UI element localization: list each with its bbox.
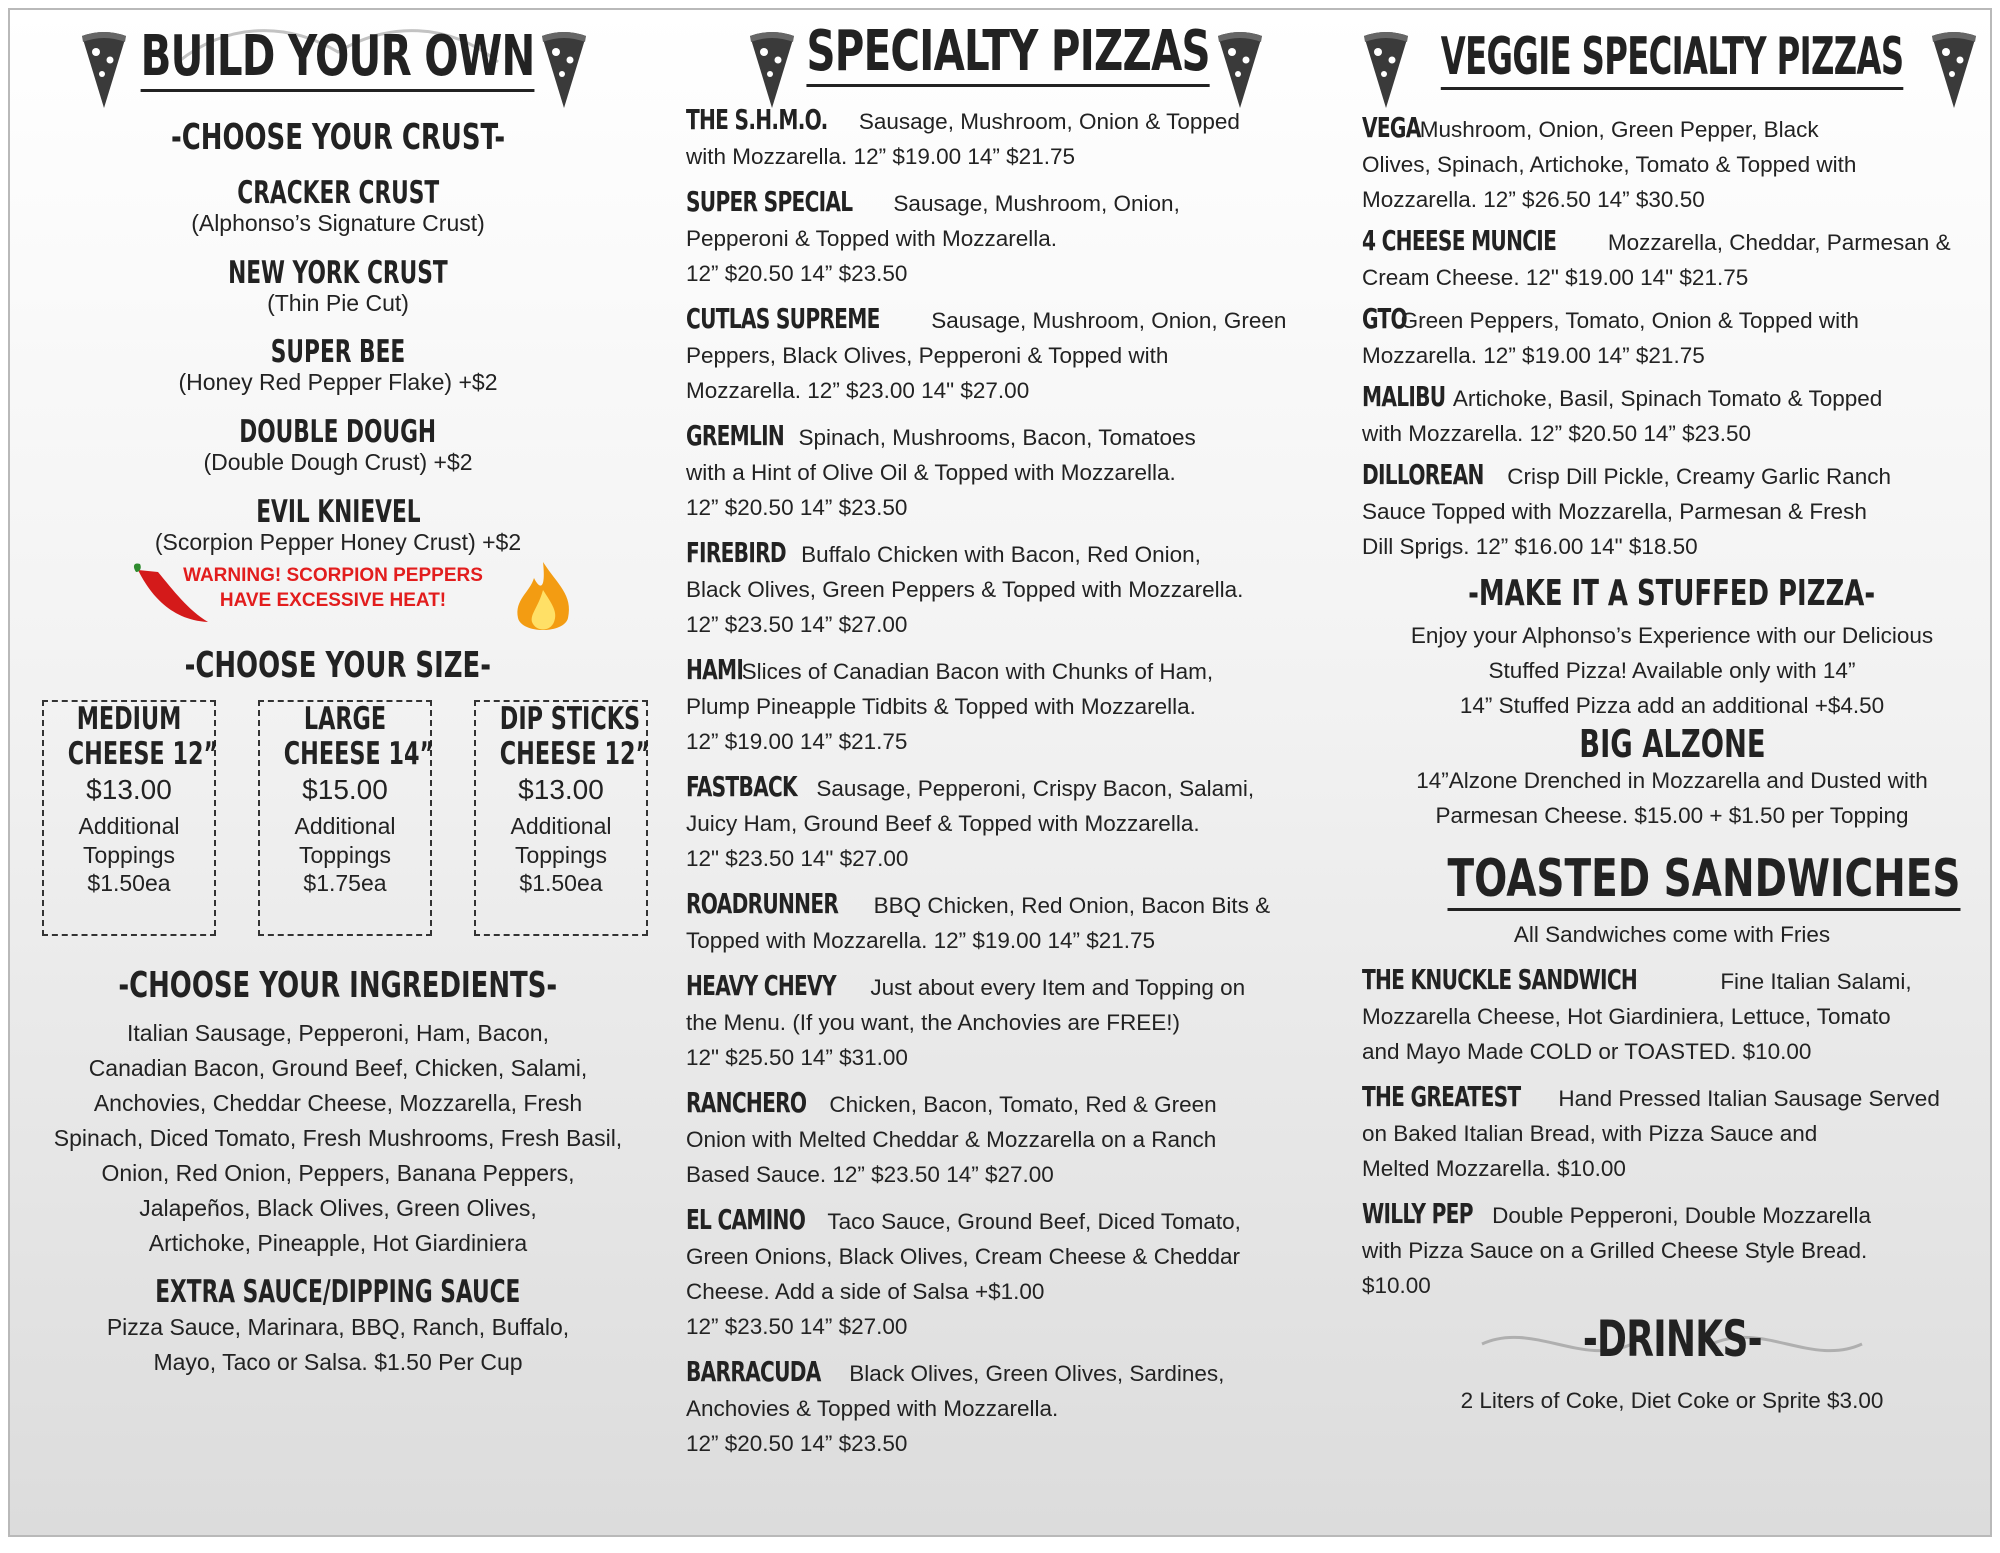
sandwiches-subtitle: All Sandwiches come with Fries <box>1513 922 1831 948</box>
menu-item: MALIBU Artichoke, Basil, Spinach Tomato & Topped with Mozzarella. 12” $20.50 14” $23.50 <box>1362 380 1883 446</box>
specialty-header <box>686 10 1331 100</box>
menu-item: EL CAMINO Taco Sauce, Ground Beef, Diced Tomato, Green Onions, Black Olives, Cream Cheese & Cheddar Cheese. Add a side of Salsa +$1.00 12” $23.50 14” $27.00 <box>686 1203 1241 1339</box>
menu-item: HAMI Slices of Canadian Bacon with Chunks of Ham, Plump Pineapple Tidbits & Topped with Mozzarella. 12” $19.00 14” $21.75 <box>686 653 1214 754</box>
crust-option: SUPER BEE (Honey Red Pepper Flake) +$2 <box>178 334 498 396</box>
pizza-slice-icon <box>80 30 128 110</box>
build-your-own-column <box>18 10 658 1380</box>
size-option: DIP STICKS CHEESE 12” $13.00 Additional Toppings $1.50ea <box>474 700 648 936</box>
sandwiches-heading: TOASTED SANDWICHES <box>1362 851 1982 911</box>
menu-item: THE S.H.M.O. Sausage, Mushroom, Onion & Topped with Mozzarella. 12” $19.00 14” $21.75 <box>686 103 1240 169</box>
menu-item: BARRACUDA Black Olives, Green Olives, Sardines, Anchovies & Topped with Mozzarella. 12” $20.50 14” $23.50 <box>686 1355 1225 1456</box>
pizza-slice-icon <box>1362 30 1410 110</box>
pizza-slice-icon <box>748 30 796 110</box>
specialty-title: SPECIALTY PIZZAS <box>807 23 1210 87</box>
menu-item: FASTBACK Sausage, Pepperoni, Crispy Bacon, Salami, Juicy Ham, Ground Beef & Topped with Mozzarella. 12" $23.50 14" $27.00 <box>686 770 1255 871</box>
menu-item: THE KNUCKLE SANDWICH Fine Italian Salami, Mozzarella Cheese, Hot Giardiniera, Lettuce, Tomato and Mayo Made COLD or TOASTED. $10.00 <box>1362 963 1912 1065</box>
specialty-list <box>686 102 1331 1461</box>
alzone-description: 14”Alzone Drenched in Mozzarella and Dusted with Parmesan Cheese. $15.00 + $1.50 per Topping <box>1416 768 1928 828</box>
alzone-heading: BIG ALZONE <box>1578 722 1766 766</box>
veggie-title: VEGGIE SPECIALTY PIZZAS <box>1441 30 1904 90</box>
menu-item: CUTLAS SUPREME Sausage, Mushroom, Onion, Green Peppers, Black Olives, Pepperoni & Topped with Mozzarella. 12” $23.00 14" $27.00 <box>686 302 1287 403</box>
menu-item: GTO Green Peppers, Tomato, Onion & Topped with Mozzarella. 12” $19.00 14” $21.75 <box>1362 302 1859 368</box>
flame-icon <box>508 560 578 640</box>
ingredients-list: Italian Sausage, Pepperoni, Ham, Bacon, Canadian Bacon, Ground Beef, Chicken, Salami, Anchovies, Cheddar Cheese, Mozzarella, Fresh Spinach, Diced Tomato, Fresh Mushrooms, Fresh Basil, Onion, Red Onion, Peppers, Banana Peppers, Jalapeños, Black Olives, Green Olives, Artichoke, Pineapple, Hot Giardiniera <box>53 1020 623 1257</box>
sauce-list: Pizza Sauce, Marinara, BBQ, Ranch, Buffalo, Mayo, Taco or Salsa. $1.50 Per Cup <box>106 1313 570 1375</box>
crust-option: EVIL KNIEVEL (Scorpion Pepper Honey Crust) +$2 <box>154 493 522 555</box>
menu-item: HEAVY CHEVY Just about every Item and Topping on the Menu. (If you want, the Anchovies are FREE!) 12" $25.50 14” $31.00 <box>686 969 1246 1070</box>
stuffed-heading: -MAKE IT A STUFFED PIZZA- <box>1468 573 1876 614</box>
size-option: MEDIUM CHEESE 12” $13.00 Additional Toppings $1.50ea <box>42 700 216 936</box>
menu-item: 4 CHEESE MUNCIE Mozzarella, Cheddar, Parmesan & Cream Cheese. 12" $19.00 14" $21.75 <box>1362 224 1951 290</box>
veggie-header <box>1362 10 1982 110</box>
menu-item: SUPER SPECIAL Sausage, Mushroom, Onion, Pepperoni & Topped with Mozzarella. 12” $20.50 14” $23.50 <box>686 185 1180 286</box>
crust-option: CRACKER CRUST (Alphonso’s Signature Crust) <box>191 175 485 237</box>
build-your-own-header <box>18 10 658 110</box>
crust-option: DOUBLE DOUGH (Double Dough Crust) +$2 <box>203 414 473 476</box>
veggie-column <box>1362 10 1982 1418</box>
crust-option: NEW YORK CRUST (Thin Pie Cut) <box>228 254 448 316</box>
menu-item: FIREBIRD Buffalo Chicken with Bacon, Red Onion, Black Olives, Green Peppers & Topped with Mozzarella. 12” $23.50 14” $27.00 <box>686 536 1244 637</box>
menu-item: DILLOREAN Crisp Dill Pickle, Creamy Garlic Ranch Sauce Topped with Mozzarella, Parmesan & Fresh Dill Sprigs. 12” $16.00 14" $18.50 <box>1362 458 1892 559</box>
build-your-own-title: BUILD YOUR OWN <box>141 28 535 92</box>
pizza-slice-icon <box>540 30 588 110</box>
ingredients-heading: -CHOOSE YOUR INGREDIENTS- <box>118 965 558 1007</box>
menu-item: VEGA Mushroom, Onion, Green Pepper, Black Olives, Spinach, Artichoke, Tomato & Topped with Mozzarella. 12” $26.50 14” $30.50 <box>1362 111 1857 212</box>
size-options <box>18 700 658 940</box>
pizza-slice-icon <box>1216 30 1264 110</box>
heat-warning: WARNING! SCORPION PEPPERS HAVE EXCESSIVE HEAT! <box>18 560 658 634</box>
menu-item: ROADRUNNER BBQ Chicken, Red Onion, Bacon Bits & Topped with Mozzarella. 12” $19.00 14” $21.75 <box>686 887 1271 953</box>
menu-page <box>8 8 1992 1537</box>
menu-item: RANCHERO Chicken, Bacon, Tomato, Red & Green Onion with Melted Cheddar & Mozzarella on a Ranch Based Sauce. 12” $23.50 14” $27.00 <box>686 1086 1217 1187</box>
crust-heading: -CHOOSE YOUR CRUST- <box>170 117 506 158</box>
menu-item: WILLY PEP Double Pepperoni, Double Mozzarella with Pizza Sauce on a Grilled Cheese Style Bread. $10.00 <box>1362 1197 1872 1299</box>
sandwich-list <box>1362 962 1982 1303</box>
menu-item: GREMLIN Spinach, Mushrooms, Bacon, Tomatoes with a Hint of Olive Oil & Topped with Mozzarella. 12” $20.50 14” $23.50 <box>686 419 1196 520</box>
drinks-heading: -DRINKS- <box>1362 1313 1982 1373</box>
specialty-pizzas-column <box>686 10 1331 1461</box>
size-option: LARGE CHEESE 14” $15.00 Additional Toppings $1.75ea <box>258 700 432 936</box>
pizza-slice-icon <box>1930 30 1978 110</box>
stuffed-description: Enjoy your Alphonso’s Experience with our Delicious Stuffed Pizza! Available only with 14” 14” Stuffed Pizza add an additional +$4.50 <box>1410 623 1934 718</box>
size-heading: -CHOOSE YOUR SIZE- <box>184 645 492 687</box>
menu-item: THE GREATEST Hand Pressed Italian Sausage Served on Baked Italian Bread, with Pizza Sauce and Melted Mozzarella. $10.00 <box>1362 1080 1940 1182</box>
sauce-heading: EXTRA SAUCE/DIPPING SAUCE <box>155 1274 521 1311</box>
drinks-line: 2 Liters of Coke, Diet Coke or Sprite $3.00 <box>1460 1388 1884 1414</box>
veggie-list <box>1362 110 1982 564</box>
